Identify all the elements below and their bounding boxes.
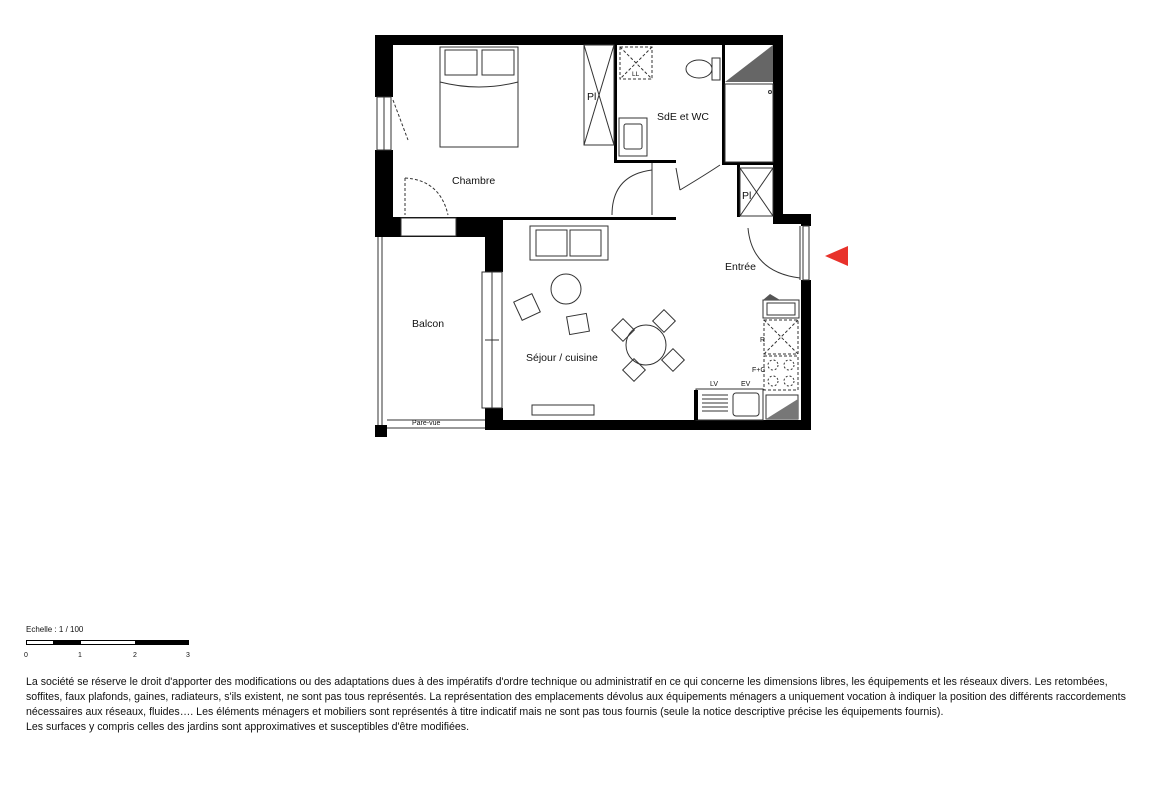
scale-seg-3 [80,640,136,645]
entrance [748,226,848,280]
wall-left-upper [375,35,393,97]
label-ev: EV [741,381,751,388]
label-fc: F+C [752,367,766,374]
scale-seg-1 [26,640,54,645]
pillow-left [445,50,477,75]
scale-tick-2: 2 [133,652,137,659]
coffee-table [551,274,581,304]
wall-right-lower-b [801,280,811,430]
bedroom-door-arc [612,170,652,215]
kitchen-sink [696,389,763,420]
notice-surfaces: Les surfaces y compris celles des jardins sont approximatives et susceptibles d'être modifiées. [26,721,470,733]
pillow-right [482,50,514,75]
wall-right-lower-a [801,214,811,226]
scale-tick-0: 0 [24,652,28,659]
scale-seg-4 [135,640,189,645]
label-lv: LV [710,381,719,388]
label-entree: Entrée [725,261,756,273]
scale-tick-1: 1 [78,652,82,659]
hob [764,356,798,390]
window-swing [393,100,408,140]
wall-bottom [485,420,811,430]
wall-column-b [485,408,503,430]
dining-table [626,325,666,365]
balcony [378,237,502,428]
sofa [530,226,608,260]
label-sde-wc: SdE et WC [657,111,709,123]
scale-label: Echelle : 1 / 100 [26,625,84,634]
entry-arrow [825,246,848,266]
label-r: R [760,337,766,344]
scale-bar [26,640,189,647]
label-balcon: Balcon [412,318,445,330]
label-chambre: Chambre [452,175,496,187]
partition-bed-living [503,217,676,220]
shower [725,84,773,162]
toilet-tank [712,58,720,80]
drainboard [702,395,728,411]
scale-seg-2 [53,640,81,645]
radiator [532,405,594,415]
notice-paragraph: La société se réserve le droit d'apporter des modifications ou des adaptations dues à des impératifs d'ordre technique ou administratif en ce qui concerne les dimensions libres, les équipements et les réseaux divers. Les retombées, soffites, faux plafonds, gaines, radiateurs, s'ils existent, ne sont pas tous représentés. La représentation des emplacements dévolus aux équipements ménagers a uniquement vocation à indiquer la position des différents raccordements nécessaires aux réseaux, fluides…. Les éléments ménagers et mobiliers sont représentés à titre indicatif mais ne sont pas tous fournis (seule la notice descriptive précise les équipements fournis). [26,676,1126,718]
bedroom [377,45,652,236]
scale-tick-3: 3 [186,652,190,659]
label-pl-entry: Pl [742,190,752,202]
wall-right-upper [773,35,783,217]
toilet-bowl [686,60,712,78]
wall-top [375,35,783,45]
armchair-2 [567,313,590,334]
wall-column-a [485,217,503,272]
bed-sheet [440,82,518,87]
chair-2 [653,310,676,333]
wall-corner-bl [375,425,387,437]
bathroom-door [676,165,720,190]
legal-notice [26,675,1141,735]
label-pl-bedroom: Pl [587,91,597,103]
shower-wall [725,45,773,82]
bed [440,47,518,147]
chair-1 [612,319,635,342]
label-ll: LL [632,71,640,78]
partition-bath-bottom [614,160,676,163]
label-pare-vue: Pare-vue [412,420,441,427]
label-sejour: Séjour / cuisine [526,352,598,364]
chair-3 [623,359,646,382]
plan-labels [412,71,765,427]
armchair-1 [514,294,541,321]
